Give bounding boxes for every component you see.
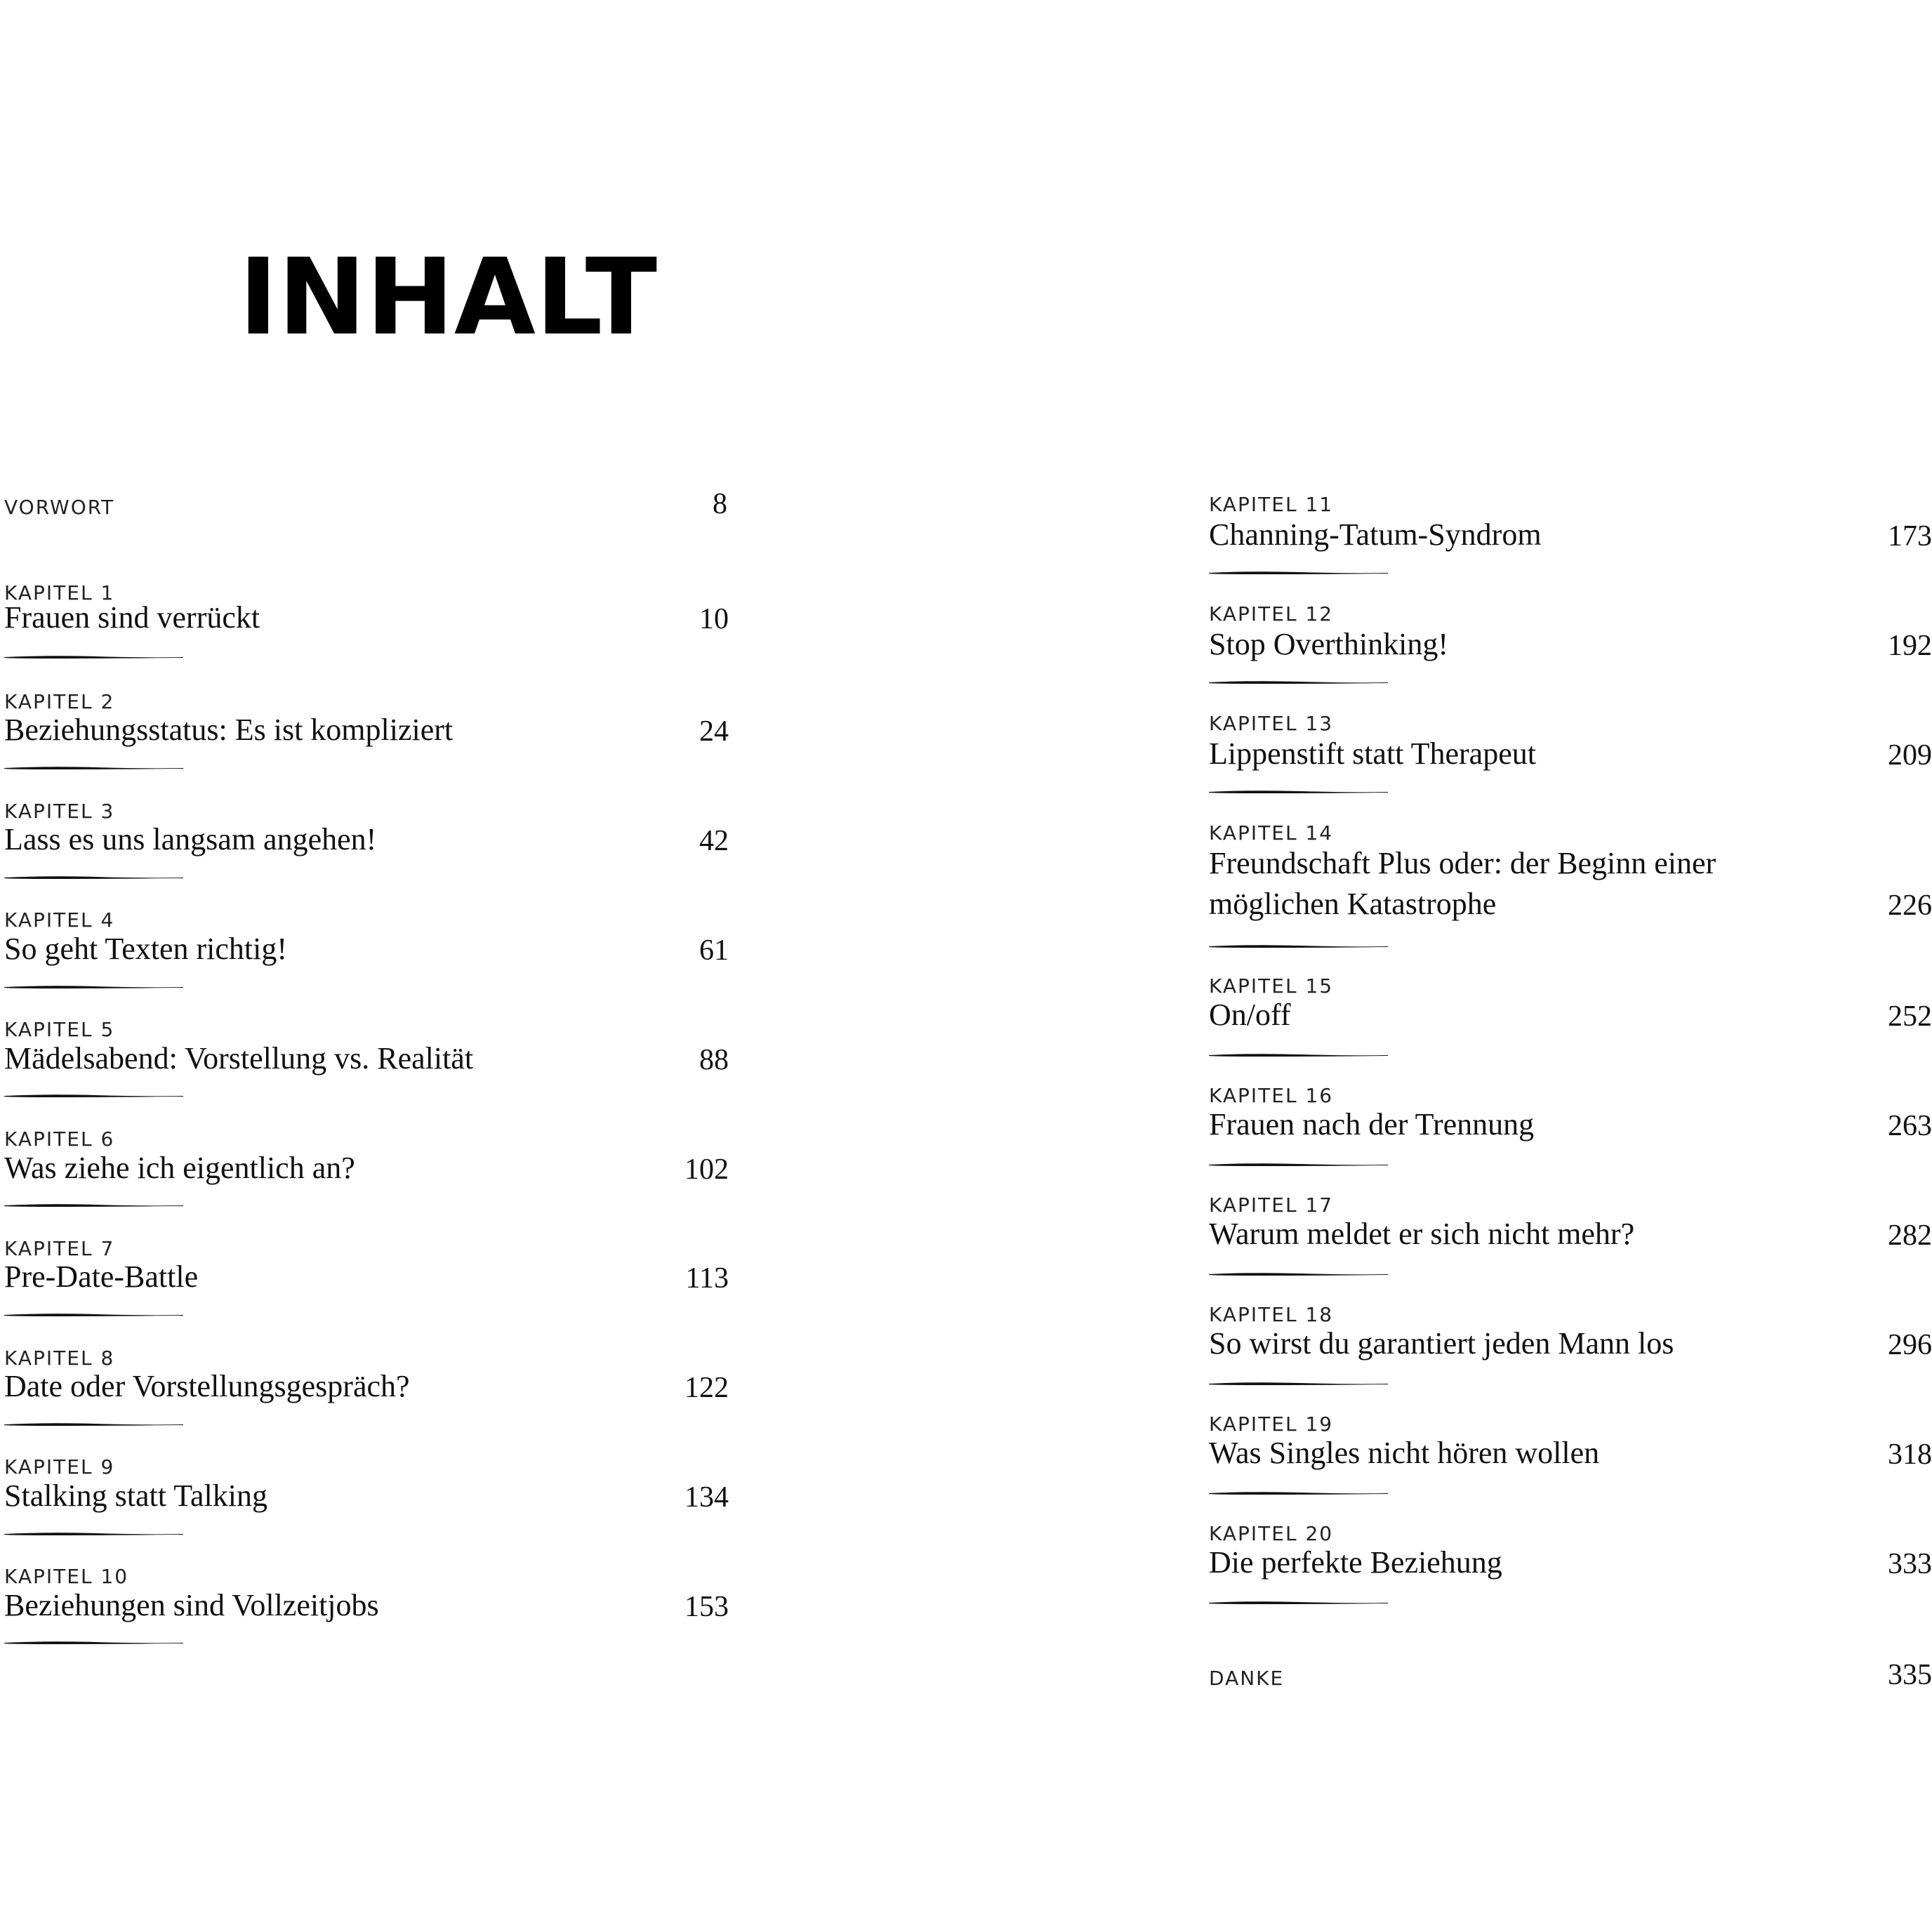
chapter-page-number: 134 [684,1481,729,1514]
chapter-label: KAPITEL 17 [1209,1193,1334,1217]
chapter-label: KAPITEL 1 [4,581,115,604]
brush-divider [4,654,183,660]
brush-divider [4,1531,183,1537]
chapter-page-number: 113 [685,1262,729,1295]
chapter-title: Warum meldet er sich nicht mehr? [1209,1217,1635,1251]
brush-divider [1209,1600,1388,1606]
chapter-title: Lass es uns langsam angehen! [4,822,377,856]
brush-divider [1209,1162,1388,1167]
vorwort-page-number: 8 [713,488,727,520]
chapter-title-line2: möglichen Katastrophe [1209,887,1497,921]
chapter-page-number: 282 [1888,1219,1932,1252]
brush-divider [4,984,183,990]
chapter-page-number: 122 [684,1372,729,1404]
chapter-title: On/off [1209,998,1291,1032]
chapter-title: Was ziehe ich eigentlich an? [4,1151,355,1185]
chapter-title: Frauen nach der Trennung [1209,1107,1535,1142]
chapter-title: Was Singles nicht hören wollen [1209,1436,1600,1470]
chapter-page-number: 102 [684,1153,729,1186]
chapter-label: KAPITEL 10 [4,1565,129,1588]
brush-divider [1209,680,1388,685]
chapter-page-number: 333 [1888,1548,1932,1580]
brush-divider [1209,1490,1388,1496]
chapter-page-number: 42 [699,825,729,857]
contents-title [239,237,658,359]
chapter-label: KAPITEL 20 [1209,1522,1334,1545]
chapter-page-number: 173 [1888,520,1932,553]
chapter-page-number: 263 [1888,1110,1932,1142]
chapter-title: Die perfekte Beziehung [1209,1545,1502,1580]
brush-divider [4,1093,183,1099]
chapter-page-number: 24 [699,715,729,748]
chapter-label: KAPITEL 7 [4,1237,115,1260]
brush-divider [4,1203,183,1208]
chapter-title: Stalking statt Talking [4,1478,267,1513]
chapter-title: Date oder Vorstellungsgespräch? [4,1369,410,1403]
chapter-label: KAPITEL 8 [4,1347,115,1370]
chapter-label: KAPITEL 13 [1209,712,1334,735]
chapter-label: KAPITEL 5 [4,1018,115,1041]
chapter-title: So wirst du garantiert jeden Mann los [1209,1326,1674,1361]
brush-divider [1209,1381,1388,1387]
chapter-label: KAPITEL 15 [1209,974,1334,998]
chapter-label: KAPITEL 9 [4,1455,115,1478]
vorwort-label: VORWORT [4,496,115,519]
chapter-label: KAPITEL 19 [1209,1412,1334,1436]
chapter-page-number: 318 [1888,1438,1932,1471]
chapter-page-number: 296 [1888,1329,1932,1361]
chapter-label: KAPITEL 16 [1209,1084,1334,1107]
chapter-title: Freundschaft Plus oder: der Beginn einer [1209,846,1716,880]
chapter-page-number: 252 [1888,1000,1932,1033]
chapter-title: Lippenstift statt Therapeut [1209,736,1536,771]
chapter-title: So geht Texten richtig! [4,932,288,966]
brush-divider [4,1640,183,1646]
chapter-page-number: 209 [1888,739,1932,772]
chapter-label: KAPITEL 4 [4,908,115,932]
chapter-title: Mädelsabend: Vorstellung vs. Realität [4,1041,474,1076]
brush-divider [1209,570,1388,576]
chapter-label: KAPITEL 6 [4,1127,115,1151]
brush-divider [4,765,183,771]
chapter-title: Stop Overthinking! [1209,627,1448,661]
brush-divider [4,1312,183,1318]
brush-divider [4,1422,183,1427]
chapter-label: KAPITEL 2 [4,690,115,713]
chapter-page-number: 153 [684,1591,729,1623]
danke-label: DANKE [1209,1667,1285,1690]
chapter-title: Beziehungen sind Vollzeitjobs [4,1588,379,1622]
chapter-label: KAPITEL 11 [1209,493,1334,516]
chapter-title: Beziehungsstatus: Es ist kompliziert [4,713,454,747]
brush-divider [1209,789,1388,795]
chapter-label: KAPITEL 3 [4,800,115,823]
brush-divider [1209,1271,1388,1277]
chapter-title: Channing-Tatum-Syndrom [1209,517,1542,552]
brush-divider [1209,944,1388,949]
chapter-page-number: 192 [1888,630,1932,662]
chapter-page-number: 10 [699,603,729,635]
chapter-page-number: 61 [699,934,729,967]
chapter-title: Frauen sind verrückt [4,600,260,635]
chapter-title: Pre-Date-Battle [4,1259,199,1294]
chapter-label: KAPITEL 14 [1209,821,1334,845]
chapter-label: KAPITEL 18 [1209,1303,1334,1326]
brush-divider [4,875,183,880]
brush-divider [1209,1052,1388,1058]
chapter-label: KAPITEL 12 [1209,602,1334,626]
svg-text:INHALT: INHALT [239,237,658,359]
danke-page-number: 335 [1888,1659,1932,1691]
chapter-page-number: 88 [699,1044,729,1076]
chapter-page-number: 226 [1888,889,1932,922]
